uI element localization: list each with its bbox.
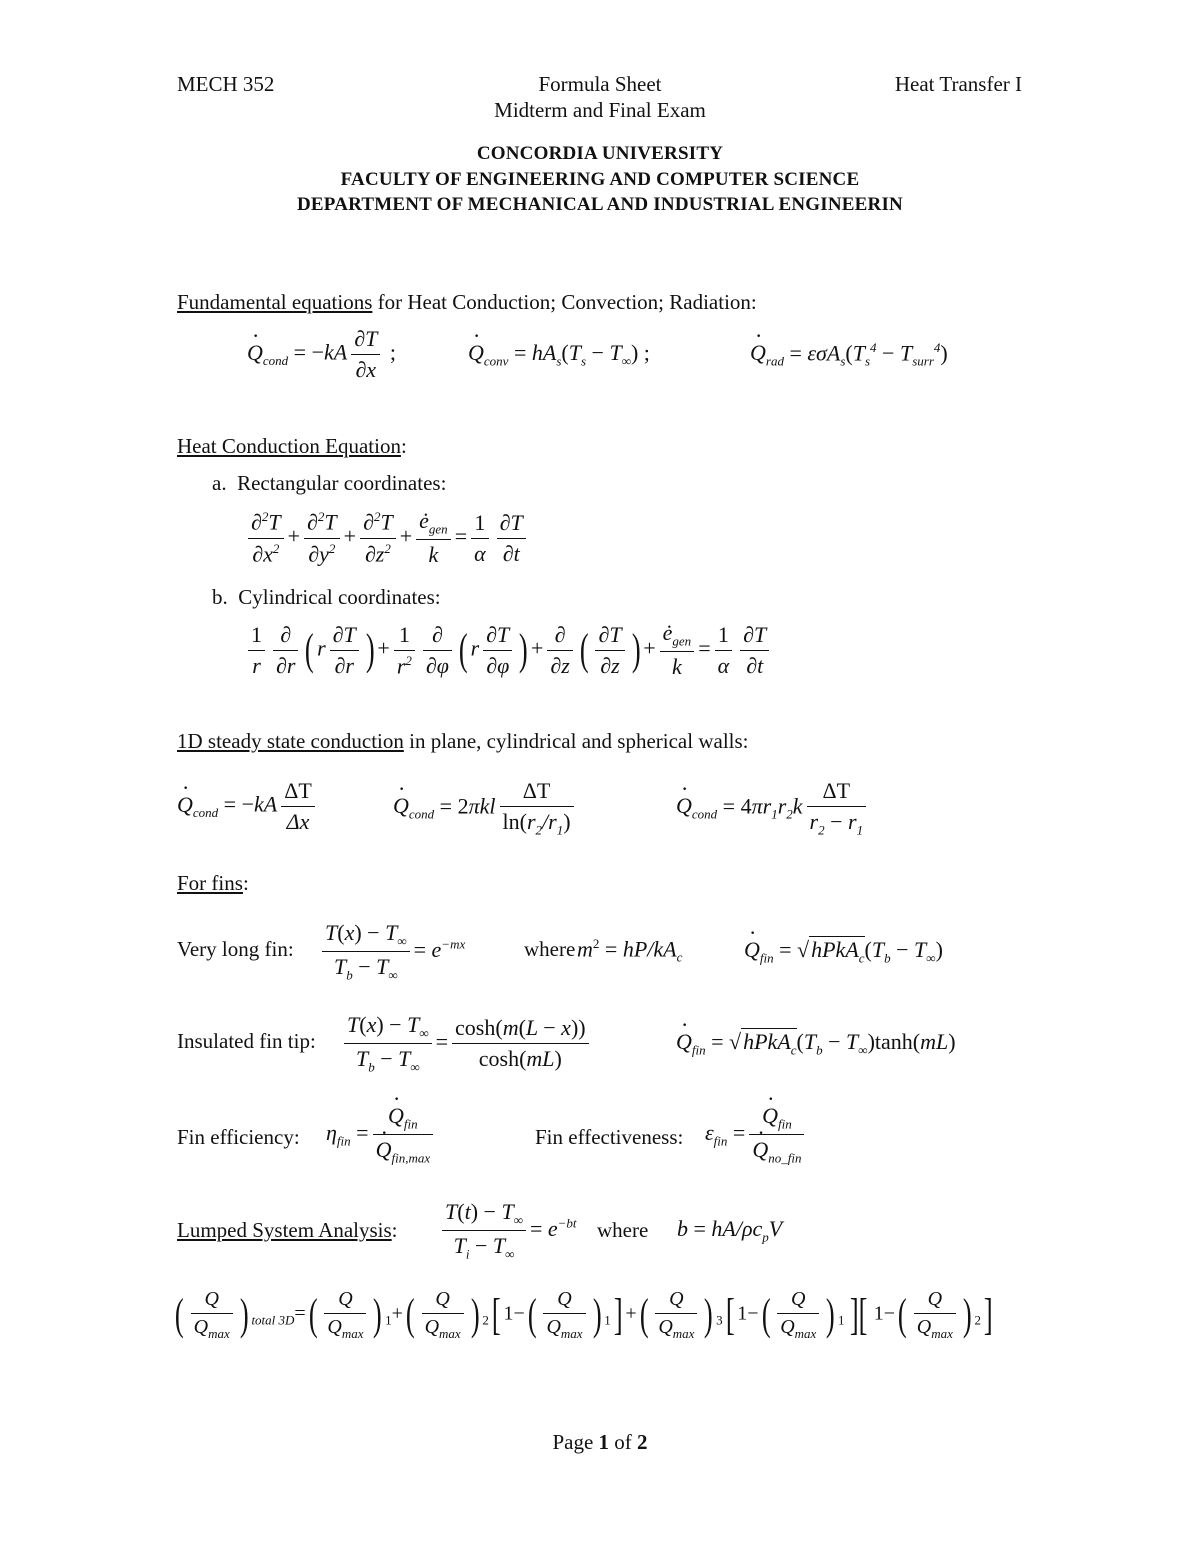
- eq-spherical-wall: · $Q_{cond} = 4\pi r_1r_2k$ $\frac{\Delta T}{r_2 - r_1}$: [676, 778, 870, 838]
- eq-insulated-fin-rate: · $Q_{fin}$ = $√hPkA_c(T_b - T_\infty)\tanh(mL)$: [676, 1028, 956, 1058]
- fins-heading: For fins:: [177, 871, 249, 895]
- university-name: CONCORDIA UNIVERSITY: [476, 143, 724, 164]
- long-fin-label: Very long fin:: [177, 937, 294, 961]
- eq-fin-efficiency: $\eta_{fin}$ = · $Q_{fin}$ · $Q_{fin,max}$: [326, 1103, 437, 1167]
- where-label-2: where: [597, 1218, 649, 1242]
- fundamental-heading: Fundamental equations for Heat Conduction; Convection; Radiation:: [177, 290, 757, 314]
- fin-effectiveness-label: Fin effectiveness:: [535, 1125, 684, 1149]
- course-subject: Heat Transfer I: [894, 72, 1022, 96]
- eq-heat-rectangular: $\frac{\partial^2T}{\partial x^2}$ + $\frac{\partial^2T}{\partial y^2}$ + $\frac{\partial^2T}{\partial z^2}$ + $\frac{ė_{gen}}{k}$ = $\frac{1}{\alpha}$ $\frac{\partial T}{\partial t}$: [244, 508, 530, 568]
- eq-radiation: · $Q_{rad} = \varepsilon\sigma A_s(T_s^4 - T_{surr}^4)$: [750, 340, 948, 370]
- insulated-fin-label: Insulated fin tip:: [177, 1029, 316, 1053]
- sheet-title: Formula Sheet: [538, 72, 662, 96]
- sheet-subtitle: Midterm and Final Exam: [494, 98, 706, 122]
- eq-convection-newton: · $Q_{conv} = hA_s(T_s - T_\infty)$ ;: [468, 340, 650, 369]
- eq-fin-effectiveness: $\varepsilon_{fin}$ = · $Q_{fin}$ · $Q_{no\_fin}$: [705, 1103, 808, 1167]
- eq-heat-cylindrical: $\frac{1}{r}$ $\frac{\partial}{\partial r}$ ( r $\frac{\partial T}{\partial r}$ ) + $\frac{1}{r^2}$ $\frac{\partial}{\partial\varphi}$ ( r $\frac{\partial T}{\partial\varphi}$ ) + $\frac{\partial}{\partial z}$ ( $\frac{\partial T}{\partial z}$ ) + $\frac{ė_{gen}}{k}$ = $\frac{1}{\alpha}$ $\frac{\partial T}{\partial t}$: [244, 620, 773, 680]
- eq-long-fin-profile: $\frac{T(x) - T_\infty}{T_b - T_\infty}$ = $e^{-mx}$: [318, 920, 465, 984]
- eq-m-definition: $m^2 = hP/kA_c$: [577, 936, 683, 965]
- eq-conduction-fourier: · $Q_{cond} = -kA$ $\frac{\partial T}{\partial x}$ ;: [247, 326, 396, 383]
- department-name: DEPARTMENT OF MECHANICAL AND INDUSTRIAL ENGINEERIN: [297, 194, 903, 215]
- eq-long-fin-rate: · $Q_{fin}$ = $√hPkA_c(T_b - T_\infty)$: [744, 936, 943, 966]
- eq-multidimensional-heat: ( $\frac{Q}{Q_{max}}$ ) $_{total 3D}$=( $\frac{Q}{Q_{max}}$ ) $_1$+( $\frac{Q}{Q_{max}}$ ) $_2$[ 1−( $\frac{Q}{Q_{max}}$ ) $_1$] +( $\frac{Q}{Q_{max}}$ ) $_3$[ 1−( $\frac{Q}{Q_{max}}$ ) $_1$ ][ 1−( $\frac{Q}{Q_{max}}$ ) $_2$]: [174, 1288, 993, 1341]
- eq-b-definition: $b = hA/\rho c_pV$: [677, 1216, 783, 1245]
- course-code: MECH 352: [177, 72, 275, 96]
- cylindrical-label: b. Cylindrical coordinates:: [212, 585, 441, 609]
- faculty-name: FACULTY OF ENGINEERING AND COMPUTER SCIENCE: [340, 169, 860, 190]
- eq-lumped-profile: $\frac{T(t) - T_\infty}{T_i - T_\infty}$ = $e^{-bt}$: [438, 1199, 577, 1263]
- eq-cylindrical-wall: · $Q_{cond} = 2\pi kl$ $\frac{\Delta T}{\ln(r_2/r_1)}$: [393, 778, 578, 838]
- page-number: Page 1 of 2: [552, 1430, 648, 1454]
- eq-plane-wall: · $Q_{cond} = -kA$ $\frac{\Delta T}{\Delta x}$: [177, 778, 319, 835]
- fin-efficiency-label: Fin efficiency:: [177, 1125, 300, 1149]
- eq-insulated-fin-profile: $\frac{T(x) - T_\infty}{T_b - T_\infty}$ = $\frac{\cosh(m(L - x))}{\cosh(mL)}$: [340, 1012, 593, 1076]
- steady-heading: 1D steady state conduction in plane, cylindrical and spherical walls:: [177, 729, 749, 753]
- where-label: where: [524, 937, 576, 961]
- rectangular-label: a. Rectangular coordinates:: [212, 471, 447, 495]
- lumped-heading: Lumped System Analysis:: [177, 1218, 398, 1242]
- conduction-eq-heading: Heat Conduction Equation:: [177, 434, 407, 458]
